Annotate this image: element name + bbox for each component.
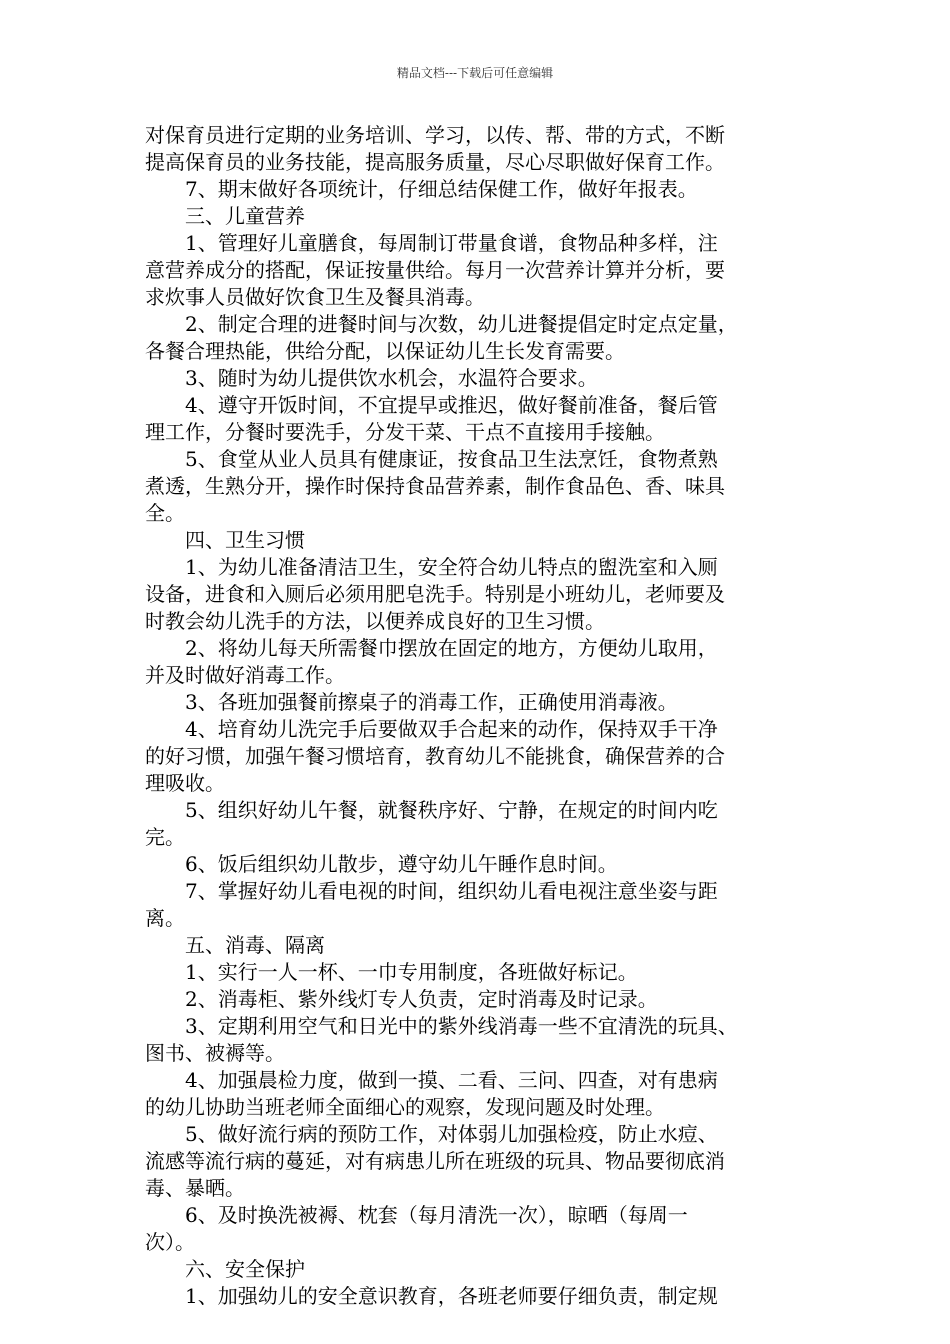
text-line: 1、为幼儿准备清洁卫生，安全符合幼儿特点的盥洗室和入厕	[145, 555, 718, 579]
text-line: 3、各班加强餐前擦桌子的消毒工作，正确使用消毒液。	[145, 690, 678, 714]
text-line: 对保育员进行定期的业务培训、学习，以传、帮、带的方式，不断	[145, 123, 725, 147]
text-line: 5、食堂从业人员具有健康证，按食品卫生法烹饪，食物煮熟	[145, 447, 718, 471]
section-heading: 六、安全保护	[145, 1257, 305, 1281]
section-heading: 四、卫生习惯	[145, 528, 305, 552]
text-line: 4、加强晨检力度，做到一摸、二看、三问、四查，对有患病	[145, 1068, 718, 1092]
text-line: 3、定期利用空气和日光中的紫外线消毒一些不宜清洗的玩具、	[145, 1014, 738, 1038]
text-line: 提高保育员的业务技能，提高服务质量，尽心尽职做好保育工作。	[145, 150, 725, 174]
text-line: 2、制定合理的进餐时间与次数，幼儿进餐提倡定时定点定量，	[145, 312, 738, 336]
text-line: 的幼儿协助当班老师全面细心的观察，发现问题及时处理。	[145, 1095, 665, 1119]
text-line: 6、饭后组织幼儿散步，遵守幼儿午睡作息时间。	[145, 852, 618, 876]
text-line: 7、期末做好各项统计，仔细总结保健工作，做好年报表。	[145, 177, 698, 201]
text-line: 理吸收。	[145, 771, 225, 795]
text-line: 图书、被褥等。	[145, 1041, 285, 1065]
text-line: 1、管理好儿童膳食，每周制订带量食谱，食物品种多样，注	[145, 231, 718, 255]
text-line: 求炊事人员做好饮食卫生及餐具消毒。	[145, 285, 485, 309]
section-heading: 三、儿童营养	[145, 204, 305, 228]
text-line: 2、消毒柜、紫外线灯专人负责，定时消毒及时记录。	[145, 987, 658, 1011]
text-line: 7、掌握好幼儿看电视的时间，组织幼儿看电视注意坐姿与距	[145, 879, 718, 903]
text-line: 并及时做好消毒工作。	[145, 663, 345, 687]
text-line: 时教会幼儿洗手的方法，以便养成良好的卫生习惯。	[145, 609, 605, 633]
text-line: 意营养成分的搭配，保证按量供给。每月一次营养计算并分析，要	[145, 258, 725, 282]
text-line: 1、实行一人一杯、一巾专用制度，各班做好标记。	[145, 960, 638, 984]
text-line: 3、随时为幼儿提供饮水机会，水温符合要求。	[145, 366, 598, 390]
text-line: 煮透，生熟分开，操作时保持食品营养素，制作食品色、香、味具	[145, 474, 725, 498]
text-line: 4、遵守开饭时间，不宜提早或推迟，做好餐前准备，餐后管	[145, 393, 718, 417]
text-line: 毒、暴晒。	[145, 1176, 245, 1200]
text-line: 的好习惯，加强午餐习惯培育，教育幼儿不能挑食，确保营养的合	[145, 744, 725, 768]
text-line: 全。	[145, 501, 185, 525]
text-line: 4、培育幼儿洗完手后要做双手合起来的动作，保持双手干净	[145, 717, 718, 741]
text-line: 设备，进食和入厕后必须用肥皂洗手。特别是小班幼儿，老师要及	[145, 582, 725, 606]
text-line: 完。	[145, 825, 185, 849]
text-line: 2、将幼儿每天所需餐巾摆放在固定的地方，方便幼儿取用，	[145, 636, 718, 660]
text-line: 次）。	[145, 1230, 195, 1254]
text-line: 离。	[145, 906, 185, 930]
text-line: 理工作，分餐时要洗手，分发干菜、干点不直接用手接触。	[145, 420, 665, 444]
text-line: 6、及时换洗被褥、枕套（每月清洗一次），晾晒（每周一	[145, 1203, 688, 1227]
document-body	[145, 122, 815, 1310]
text-line: 流感等流行病的蔓延，对有病患儿所在班级的玩具、物品要彻底消	[145, 1149, 725, 1173]
text-line: 5、组织好幼儿午餐，就餐秩序好、宁静，在规定的时间内吃	[145, 798, 718, 822]
text-line: 1、加强幼儿的安全意识教育，各班老师要仔细负责，制定规	[145, 1284, 718, 1308]
page-header: 精品文档---下载后可任意编辑	[396, 66, 554, 80]
section-heading: 五、消毒、隔离	[145, 933, 325, 957]
text-line: 5、做好流行病的预防工作，对体弱儿加强检疫，防止水痘、	[145, 1122, 718, 1146]
text-line: 各餐合理热能，供给分配，以保证幼儿生长发育需要。	[145, 339, 625, 363]
